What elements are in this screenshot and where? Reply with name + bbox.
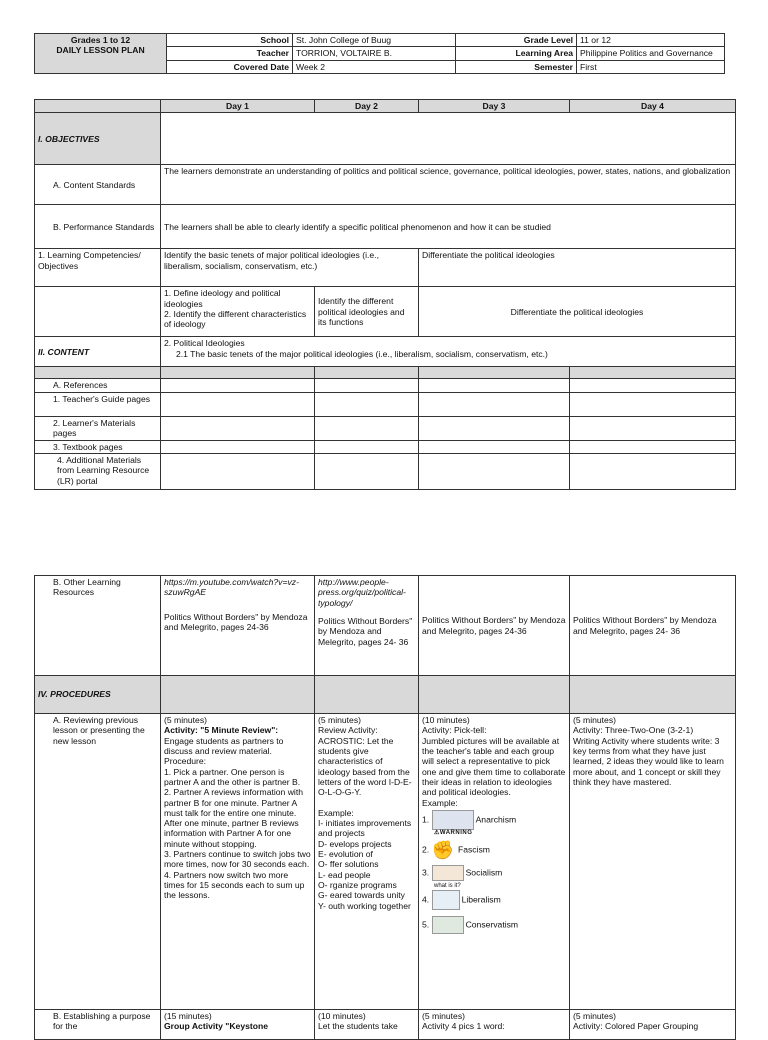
day-header: Day 2 <box>315 100 419 113</box>
title-line1: Grades 1 to 12 <box>70 35 131 45</box>
semester-value: First <box>577 60 725 73</box>
picture-item: 3. Socialism <box>422 865 566 881</box>
day1-book: Politics Without Borders" by Mendoza and Melegrito, pages 24-36 <box>164 611 308 632</box>
day-header: Day 4 <box>570 100 736 113</box>
other-resources-day3: Politics Without Borders" by Mendoza and Melegrito, pages 24-36 <box>419 576 570 676</box>
performance-standards-label: B. Performance Standards <box>35 205 161 249</box>
anarchism-picture <box>432 810 474 830</box>
day2-book: Politics Without Borders" by Mendoza and Melegrito, pages 24- 36 <box>318 615 413 647</box>
competencies-day34: Differentiate the political ideologies <box>419 249 736 287</box>
objectives-title: I. OBJECTIVES <box>35 113 161 165</box>
establishing-day4: (5 minutes) Activity: Colored Paper Grouping <box>570 1010 736 1040</box>
other-resources-day1 <box>161 576 315 676</box>
gray-row <box>35 367 161 379</box>
lesson-plan-main-table <box>34 99 736 490</box>
reviewing-day4: (5 minutes) Activity: Three-Two-One (3-2-1) Writing Activity where students write: 3 key terms from what they have just learned, 2 ideas they would like to learn more about, and 1 concept or skill they think they have mastered. <box>570 714 736 1010</box>
establishing-day3: (5 minutes) Activity 4 pics 1 word: <box>419 1010 570 1040</box>
day3-activity-text: (10 minutes) Activity: Pick-tell: Jumbled pictures will be available at the teacher's table and each group will select a representative to pick one and give them time to collaborate their ideas in relation to ideologies and political ideologies. Example: <box>422 715 566 808</box>
textbook-label: 3. Textbook pages <box>35 440 161 453</box>
content-text <box>161 337 736 367</box>
teacher-guide-label: 1. Teacher's Guide pages <box>35 392 161 416</box>
content-standards-label: A. Content Standards <box>35 165 161 205</box>
covered-value: Week 2 <box>293 60 456 73</box>
establishing-day2: (10 minutes) Let the students take <box>315 1010 419 1040</box>
title-line2: DAILY LESSON PLAN <box>56 45 145 56</box>
lesson-plan-header <box>34 33 725 74</box>
grade-value: 11 or 12 <box>577 34 725 47</box>
socialism-picture <box>432 865 464 881</box>
competencies-label: 1. Learning Competencies/ Objectives <box>35 249 161 287</box>
content-title: II. CONTENT <box>35 337 161 367</box>
additional-materials-label: 4. Additional Materials from Learning Resource (LR) portal <box>35 453 161 489</box>
objectives-blank-label <box>35 287 161 337</box>
establishing-label: B. Establishing a purpose for the <box>35 1010 161 1040</box>
picture-item: 5. Conservatism <box>422 916 566 934</box>
reviewing-label: A. Reviewing previous lesson or presenting the new lesson <box>35 714 161 1010</box>
corner-cell <box>35 100 161 113</box>
day1-url: https://m.youtube.com/watch?v=vz-szuwRgAE <box>164 577 299 598</box>
what-is-it-caption: what is it? <box>434 883 461 889</box>
other-resources-label: B. Other Learning Resources <box>35 576 161 676</box>
content-standards-text: The learners demonstrate an understanding of politics and political science, governance, political ideologies, power, states, nations, and globalization <box>161 165 736 205</box>
day1-activity-text: Engage students as partners to discuss and review material. Procedure: 1. Pick a partner. One person is partner A and the other is partner B. 2. Partner A reviews information with partner B for one minute. Partner A must talk for the entire one minute. After one minute, partner B reviews information with Partner A for one minute without stopping. 3. Partners continue to switch jobs two more times, now for 30 seconds each. 4. Partners now switch two more times for 15 seconds each to sum up the lessons. <box>164 735 311 901</box>
picture-label: Liberalism <box>461 894 501 905</box>
picture-label: Fascism <box>457 844 490 855</box>
warning-text: ⚠WARNING <box>434 829 473 836</box>
reviewing-day1 <box>161 714 315 1010</box>
teacher-value: TORRION, VOLTAIRE B. <box>293 47 456 60</box>
competencies-day12: Identify the basic tenets of major political ideologies (i.e., liberalism, socialism, conservatism, etc.) <box>161 249 419 287</box>
objectives-day34: Differentiate the political ideologies <box>419 287 736 337</box>
picture-label: Conservatism <box>465 919 519 930</box>
grade-label: Grade Level <box>456 34 577 47</box>
covered-label: Covered Date <box>167 60 293 73</box>
reviewing-day2: (5 minutes) Review Activity: ACROSTIC: Let the students give characteristics of ideology based from the letters of the word I-D-E-O-L-O-G-Y. Example: I- initiates improvements and projects D- evelops projects E- evolution of O- ffer solutions L- ead people O- rganize programs G- eared towards unity Y- outh working together <box>315 714 419 1010</box>
picture-item: 2. ✊ Fascism <box>422 840 490 860</box>
picture-label: Anarchism <box>475 814 517 825</box>
learner-materials-label: 2. Learner's Materials pages <box>35 416 161 440</box>
content-line2: 2.1 The basic tenets of the major political ideologies (i.e., liberalism, socialism, conservatism, etc.) <box>176 348 548 359</box>
objectives-day2: Identify the different political ideologies and its functions <box>315 287 419 337</box>
objectives-day1: 1. Define ideology and political ideologies 2. Identify the different characteristics of ideology <box>161 287 315 337</box>
plan-title <box>35 34 167 74</box>
performance-standards-text: The learners shall be able to clearly identify a specific political phenomenon and how it can be studied <box>161 205 736 249</box>
area-label: Learning Area <box>456 47 577 60</box>
day1-time: (5 minutes) <box>164 715 207 725</box>
reviewing-day3 <box>419 714 570 1010</box>
day1-activity: Activity: "5 Minute Review": <box>164 725 279 736</box>
day-header: Day 1 <box>161 100 315 113</box>
school-value: St. John College of Buug <box>293 34 456 47</box>
day-header: Day 3 <box>419 100 570 113</box>
picture-item: 1. Anarchism ⚠WARNING <box>422 810 566 837</box>
area-value: Philippine Politics and Governance <box>577 47 725 60</box>
establishing-day1: (15 minutes) Group Activity "Keystone <box>161 1010 315 1040</box>
liberalism-picture <box>432 890 460 910</box>
semester-label: Semester <box>456 60 577 73</box>
conservatism-picture <box>432 916 464 934</box>
picture-item: 4. Liberalism <box>422 890 566 910</box>
teacher-label: Teacher <box>167 47 293 60</box>
other-resources-day2 <box>315 576 419 676</box>
other-resources-day4: Politics Without Borders" by Mendoza and Melegrito, pages 24- 36 <box>570 576 736 676</box>
lesson-plan-procedures-table <box>34 575 736 1040</box>
day2-url: http://www.people-press.org/quiz/political-typology/ <box>318 577 406 608</box>
fascism-picture: ✊ <box>431 840 454 860</box>
procedures-title: IV. PROCEDURES <box>35 676 161 714</box>
references-label: A. References <box>35 379 161 392</box>
content-line1: 2. Political Ideologies <box>164 338 245 349</box>
school-label: School <box>167 34 293 47</box>
picture-label: Socialism <box>465 867 503 878</box>
objectives-blank <box>161 113 736 165</box>
